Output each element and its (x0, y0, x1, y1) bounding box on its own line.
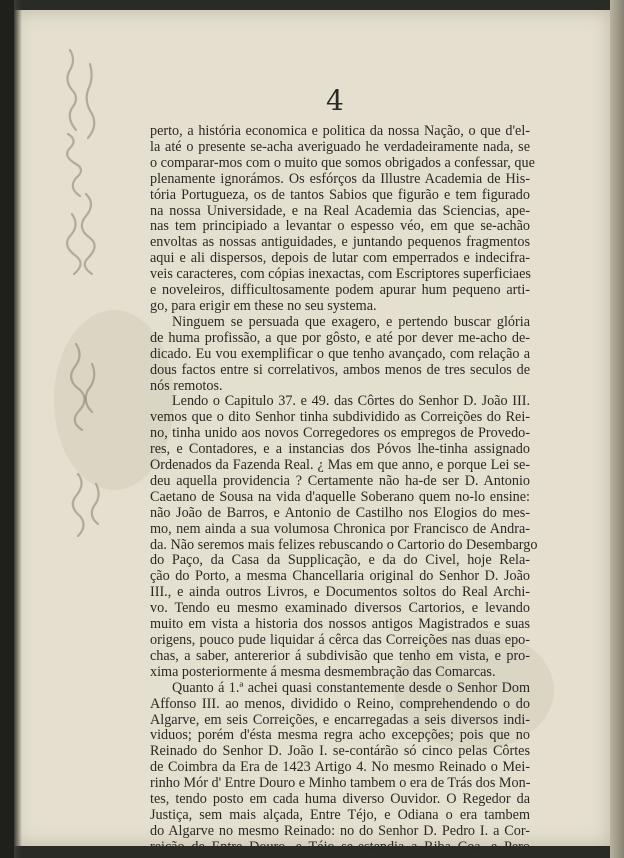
text-line: viduos; porém d'ésta mesma regra acho excepções; pois que no (150, 727, 530, 744)
text-line: tória Portugueza, os de tantos Sabios que figurão e tem figurado (150, 186, 530, 203)
text-line: xima posteriormente á mesma desmembração das Comarcas. (150, 663, 496, 680)
text-line: veis caracteres, com cópias inexactas, com Escriptores superficiaes (150, 266, 531, 283)
text-line: da. Não seremos mais felizes rebuscando o Cartorio do Desembargo (150, 536, 538, 553)
text-line: de Coimbra da Era de 1423 Artigo 4. No mesmo Reinado o Mei- (150, 759, 530, 776)
text-line: deu aquella providencia ? Certamente não ha-de ser D. Antonio (150, 472, 530, 489)
text-line: não João de Barros, e Antonio de Castilho nos Elogios do mes- (150, 504, 530, 521)
text-line: e noveleiros, difficultosamente podem apurar hum pequeno arti- (150, 282, 530, 299)
text-line: mo, nem ainda a sua volumosa Chronica por Francisco de Andra- (150, 520, 530, 537)
text-line: dous factos entre si correlativos, ambos menos de tres seculos de (150, 361, 530, 378)
text-line: Reinado do Senhor D. João I. se-contárão só cinco pelas Côrtes (150, 743, 530, 760)
text-line: ção do Porto, a mesma Chancellaria original do Senhor D. João (150, 568, 530, 585)
text-line: muito em vista a historia dos nossos antigos Magistrados e suas (150, 616, 530, 633)
page-number: 4 (326, 84, 344, 117)
text-line: rinho Mór d' Entre Douro e Minho tambem o era de Trás dos Mon- (150, 775, 531, 792)
text-line: chas, a saber, antererior á subdivisão que tenho em vista, e pro- (150, 647, 530, 664)
text-line: Quanto á 1.ª achei quasi constantemente desde o Senhor Dom (172, 679, 530, 696)
text-line: Ordenados da Fazenda Real. ¿ Mas em que anno, e porque Lei se- (150, 457, 530, 474)
text-line: Lendo o Capitulo 37. e 49. das Côrtes do Senhor D. João III. (172, 393, 530, 410)
text-line: Justiça, sem mais alçada, Entre Téjo, e Odiana o era tambem (150, 806, 530, 823)
book-binding (0, 0, 14, 858)
text-line: na nossa Universidade, e na Real Academia das Sciencias, ape- (150, 202, 530, 219)
page-gutter-shadow (14, 0, 22, 858)
text-line: origens, pouco pude liquidar á cêrca das Correições nas duas epo- (150, 632, 530, 648)
text-line: perto, a história economica e politica da nossa Nação, o que d'el- (150, 123, 530, 139)
marginalia-ink-strokes (56, 44, 120, 604)
page-edge (610, 0, 624, 858)
text-line: Caetano de Sousa na vida d'aquelle Soberano quem no-lo ensine: (150, 488, 530, 505)
text-line: tes, tendo posto em cada huma diverso Ouvidor. O Regedor da (150, 791, 530, 808)
text-line: reição de Entre Douro, e Téjo se-estendia a Riba Coa, e Pero (150, 838, 530, 855)
text-line: vemos que o dito Senhor tinha subdividido as Correições do Rei- (150, 409, 530, 426)
text-line: Algarve, em seis Correições, e encarregadas a seis diversos indi- (150, 711, 530, 728)
text-line: o comparar-mos com o muito que somos obrigados a confessar, que (150, 154, 535, 171)
text-line: no, tinha unido aos novos Corregedores os empregos de Provedo- (150, 425, 530, 442)
text-line: dicado. Eu vou exemplificar o que tenho avançado, com relação a (150, 345, 530, 362)
text-line: envoltas as nossas antiguidades, e juntando pequenos fragmentos (150, 234, 530, 251)
text-line: nas tem principiado a levantar o espesso véo, em que se-achão (150, 218, 530, 235)
text-line: Ninguem se persuada que exagero, e pertendo buscar glória (172, 313, 530, 330)
text-line: go, para erigir em these no seu systema. (150, 297, 377, 314)
text-line: nós remotos. (150, 377, 223, 394)
text-line: do Paço, da Casa da Supplicação, e da do Civel, hoje Rela- (150, 552, 530, 569)
text-line: aqui e ali dispersos, depois de lutar com emperrados e indecifra- (150, 250, 530, 267)
text-line: la até o presente se-acha averiguado he verdadeiramente nada, se (150, 138, 530, 155)
text-line: do Algarve no mesmo Reinado: no do Senhor D. Pedro I. a Cor- (150, 822, 530, 839)
body-text (150, 123, 538, 856)
text-line: de huma profissão, a que por gôsto, e até por dever me-acho de- (150, 329, 530, 346)
handwritten-marginalia (56, 44, 120, 604)
text-line: res, e Contadores, e a instancias dos Póvos lhe-tinha assignado (150, 441, 530, 458)
text-line: plenamente ignorámos. Os esfórços da Illustre Academia de His- (150, 170, 530, 187)
text-line: III., e ainda outros Livros, e Documentos soltos do Real Archi- (150, 584, 530, 601)
text-line: Affonso III. ao menos, dividido o Reino, comprehendendo o do (150, 695, 530, 712)
text-line: vo. Tendo eu mesmo examinado diversos Cartorios, e levando (150, 600, 530, 617)
